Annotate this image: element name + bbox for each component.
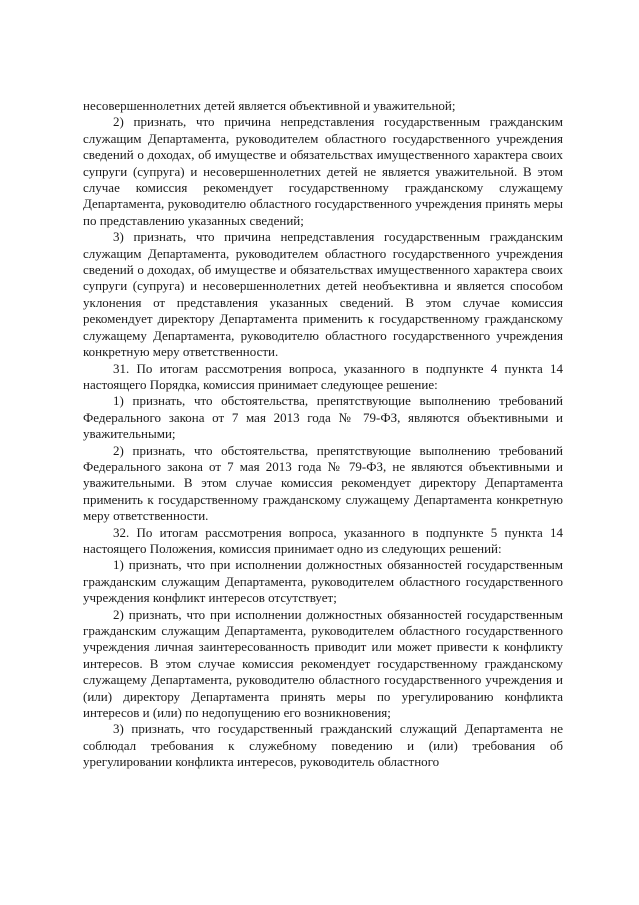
paragraph-clause-31: 31. По итогам рассмотрения вопроса, указанного в подпункте 4 пункта 14 настоящего Порядка, комиссия принимает следующее решение: <box>83 360 563 392</box>
paragraph-clause-31-item-1: 1) признать, что обстоятельства, препятствующие выполнению требований Федерального закона от 7 мая 2013 года № 79-ФЗ, являются объективными и уважительными; <box>83 393 563 442</box>
paragraph-item-2-uvazhitelnaya: 2) признать, что причина непредставления государственным гражданским служащим Департамента, руководителем областного государственного учреждения сведений о доходах, об имуществе и обязательствах имущественного характера своих супруги (супруга) и несовершеннолетних детей не является уважительной. В этом случае комиссия рекомендует государственному гражданскому служащему Департамента, руководителю областного государственного учреждения принять меры по представлению указанных сведений; <box>83 114 563 228</box>
document-page <box>83 98 563 771</box>
paragraph-continuation: несовершеннолетних детей является объективной и уважительной; <box>83 98 456 113</box>
paragraph-item-3-neobektivna: 3) признать, что причина непредставления государственным гражданским служащим Департамента, руководителем областного государственного учреждения сведений о доходах, об имуществе и обязательствах имущественного характера своих супруги (супруга) и несовершеннолетних детей необъективна и является способом уклонения от представления указанных сведений. В этом случае комиссия рекомендует директору Департамента применить к государственному гражданскому служащему Департамента, руководителю областного государственного учреждения конкретную меру ответственности. <box>83 229 563 360</box>
paragraph-clause-32-item-2: 2) признать, что при исполнении должностных обязанностей государственным гражданским служащим Департамента, руководителем областного государственного учреждения личная заинтересованность приводит или может привести к конфликту интересов. В этом случае комиссия рекомендует государственному гражданскому служащему Департамента, руководителю областного государственного учреждения и (или) директору Департамента принять меры по урегулированию конфликта интересов и (или) по недопущению его возникновения; <box>83 606 563 721</box>
paragraph-clause-31-item-2: 2) признать, что обстоятельства, препятствующие выполнению требований Федерального закона от 7 мая 2013 года № 79-ФЗ, не являются объективными и уважительными. В этом случае комиссия рекомендует директору Департамента применить к государственному гражданскому служащему Департамента конкретную меру ответственности. <box>83 442 563 524</box>
paragraph-clause-32-item-1: 1) признать, что при исполнении должностных обязанностей государственным гражданским служащим Департамента, руководителем областного государственного учреждения конфликт интересов отсутствует; <box>83 557 563 606</box>
paragraph-clause-32: 32. По итогам рассмотрения вопроса, указанного в подпункте 5 пункта 14 настоящего Положения, комиссия принимает одно из следующих решений: <box>83 524 563 556</box>
paragraph-clause-32-item-3: 3) признать, что государственный гражданский служащий Департамента не соблюдал требования к служебному поведению и (или) требования об урегулировании конфликта интересов, руководитель областного <box>83 721 563 770</box>
